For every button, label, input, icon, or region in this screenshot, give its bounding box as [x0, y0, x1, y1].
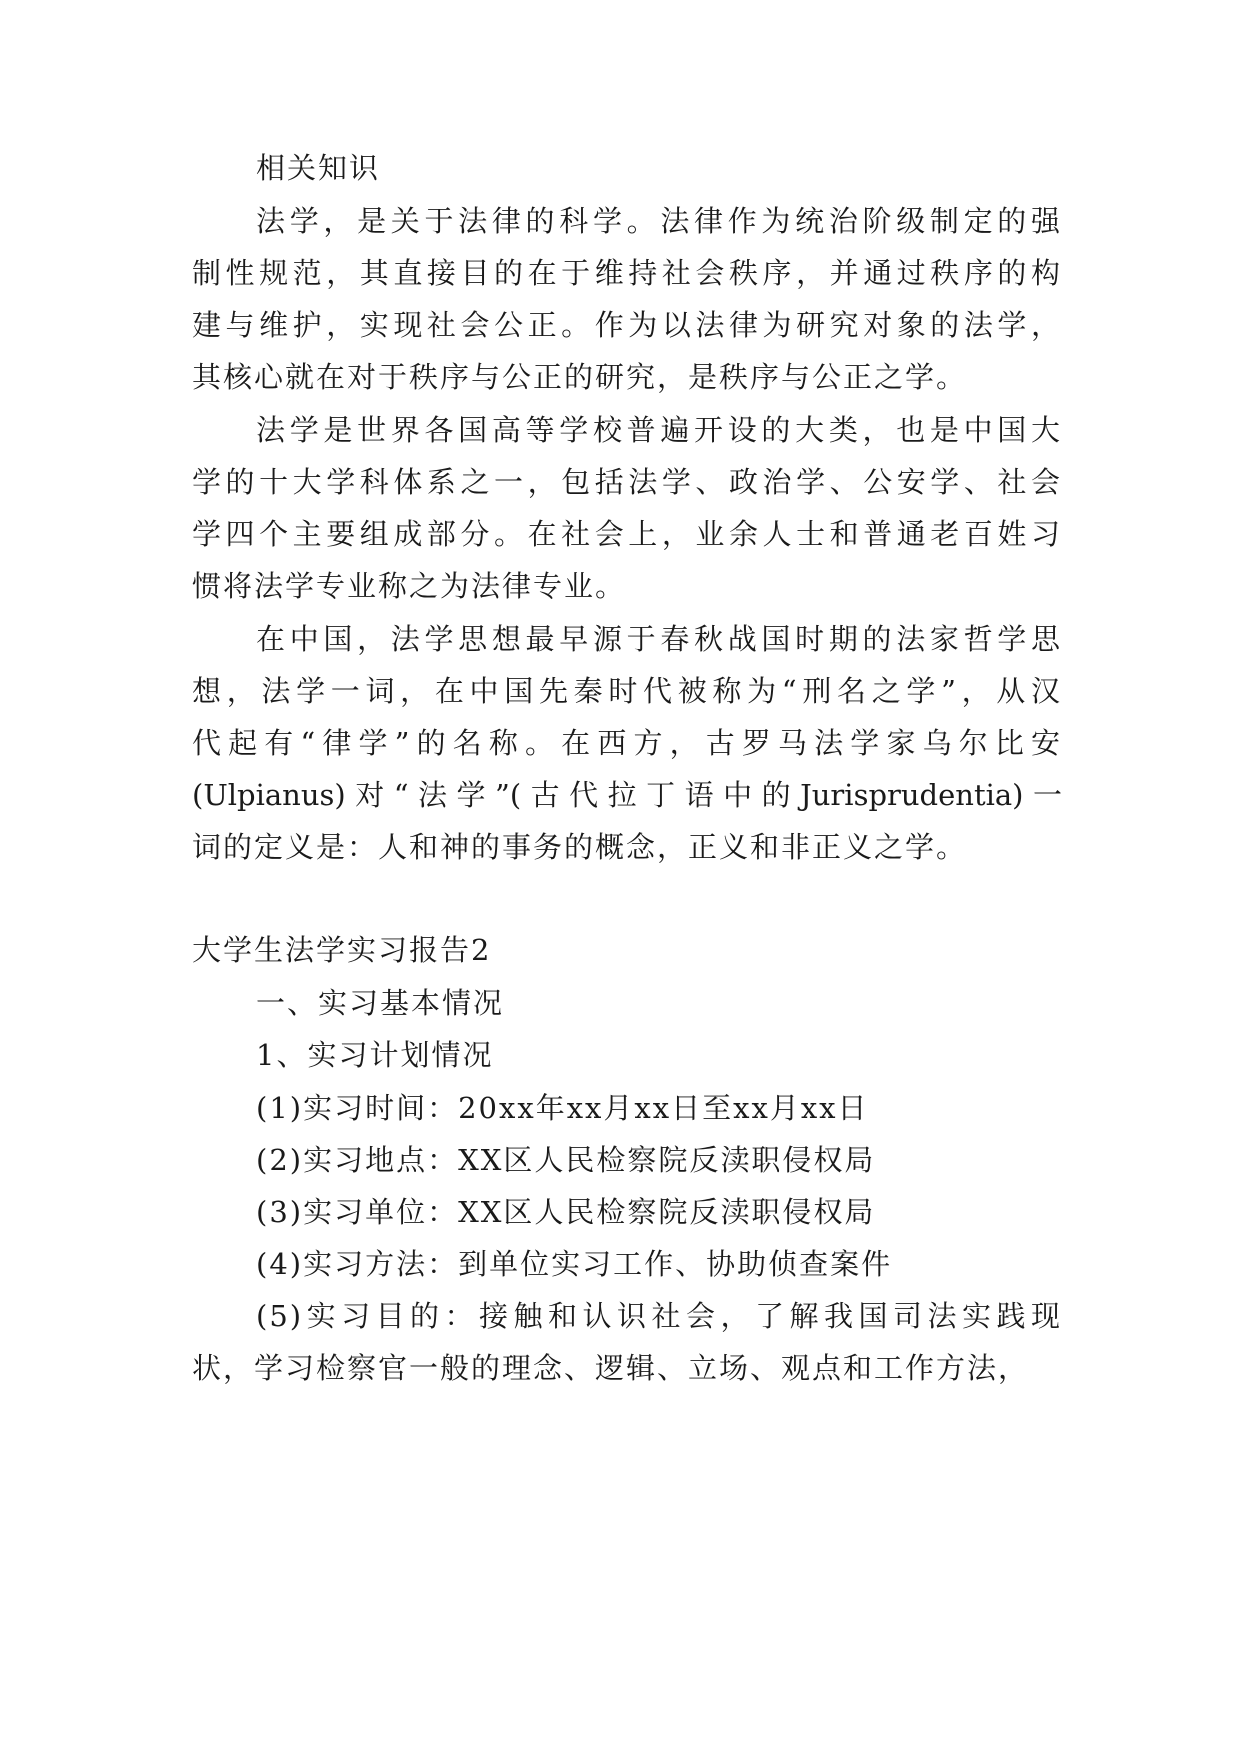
paragraph-line: 学四个主要组成部分。在社会上，业余人士和普通老百姓习 — [192, 517, 1062, 551]
paragraph-line: (Ulpianus)对“法学”(古代拉丁语中的Jurisprudentia)一 — [192, 778, 1062, 812]
paragraph-line: 惯将法学专业称之为法律专业。 — [192, 569, 627, 603]
paragraph-line: 在中国，法学思想最早源于春秋战国时期的法家哲学思 — [256, 622, 1062, 656]
paragraph-line: 法学，是关于法律的科学。法律作为统治阶级制定的强 — [256, 204, 1062, 238]
paragraph-line: 制性规范，其直接目的在于维持社会秩序，并通过秩序的构 — [192, 256, 1062, 290]
list-item: (4)实习方法：到单位实习工作、协助侦查案件 — [256, 1247, 893, 1281]
list-item: (2)实习地点：XX区人民检察院反渎职侵权局 — [256, 1143, 876, 1177]
list-item: (3)实习单位：XX区人民检察院反渎职侵权局 — [256, 1195, 876, 1229]
report-title: 大学生法学实习报告2 — [192, 933, 492, 967]
paragraph-line: 建与维护，实现社会公正。作为以法律为研究对象的法学， — [192, 308, 1062, 342]
section-heading: 相关知识 — [256, 151, 381, 185]
list-item: (5)实习目的：接触和认识社会，了解我国司法实践现 — [256, 1299, 1062, 1333]
paragraph-line: 其核心就在对于秩序与公正的研究，是秩序与公正之学。 — [192, 360, 968, 394]
subheading: 一、实习基本情况 — [256, 986, 505, 1020]
list-item: 状，学习检察官一般的理念、逻辑、立场、观点和工作方法， — [192, 1351, 1030, 1385]
paragraph-line: 词的定义是：人和神的事务的概念，正义和非正义之学。 — [192, 830, 968, 864]
paragraph-line: 想，法学一词，在中国先秦时代被称为“刑名之学”，从汉 — [192, 674, 1062, 708]
paragraph-line: 代起有“律学”的名称。在西方，古罗马法学家乌尔比安 — [192, 726, 1062, 760]
paragraph-line: 法学是世界各国高等学校普遍开设的大类，也是中国大 — [256, 413, 1062, 447]
list-item: (1)实习时间：20xx年xx月xx日至xx月xx日 — [256, 1091, 869, 1125]
paragraph-line: 学的十大学科体系之一，包括法学、政治学、公安学、社会 — [192, 465, 1062, 499]
subheading: 1、实习计划情况 — [256, 1038, 494, 1072]
